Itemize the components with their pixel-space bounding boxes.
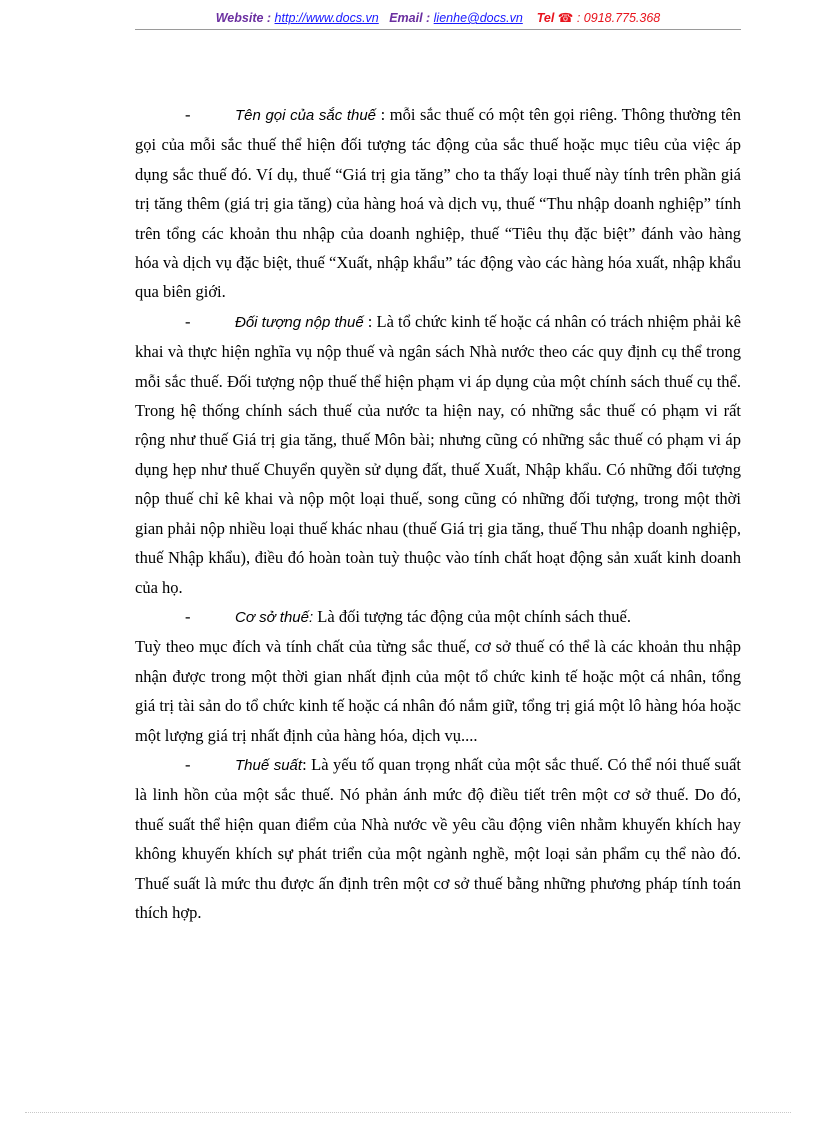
paragraph-thue-suat xyxy=(135,750,741,927)
tel-separator: : xyxy=(573,11,584,25)
paragraph-text: : mỗi sắc thuế có một tên gọi riêng. Thông thường tên gọi của mỗi sắc thuế thể hiện đối tượng tác động của sắc thuế hoặc mục tiêu của việc áp dụng sắc thuế đó. Ví dụ, thuế “Giá trị gia tăng” cho ta thấy loại thuế này tính trên phần giá trị tăng thêm (giá trị gia tăng) của hàng hoá và dịch vụ, thuế “Thu nhập doanh nghiệp” tính trên tổng các khoản thu nhập của doanh nghiệp, thuế “Tiêu thụ đặc biệt” đánh vào hàng hóa và dịch vụ đặc biệt, thuế “Xuất, nhập khẩu” tác động vào các hàng hóa xuất, nhập khẩu qua biên giới. xyxy=(135,105,741,302)
bullet-dash: - xyxy=(185,311,191,331)
tel-number: 0918.775.368 xyxy=(583,11,661,25)
bullet-dash: - xyxy=(185,105,191,124)
term-co-so-thue: Cơ sở thuế: xyxy=(235,608,314,626)
website-label: Website xyxy=(215,11,264,25)
term-thue-suat: Thuế suất xyxy=(235,756,303,774)
page-header xyxy=(135,10,741,25)
paragraph-ten-goi xyxy=(135,100,741,307)
paragraph-text: : Là tổ chức kinh tế hoặc cá nhân có trách nhiệm phải kê khai và thực hiện nghĩa vụ nộp thuế và ngân sách Nhà nước theo các quy định cụ thể trong mỗi sắc thuế. Đối tượng nộp thuế thể hiện phạm vi áp dụng của một chính sách thuế cụ thể. Trong hệ thống chính sách thuế của nước ta hiện nay, có những sắc thuế có phạm vi rất rộng như thuế Giá trị gia tăng, thuế Môn bài; nhưng cũng có những sắc thuế có phạm vi áp dụng hẹp như thuế Chuyển quyền sử dụng đất, thuế Xuất, Nhập khẩu. Có những đối tượng nộp thuế chỉ kê khai và nộp một loại thuế, song cũng có những đối tượng, trong một thời gian phải nộp nhiều loại thuế khác nhau (thuế Giá trị gia tăng, thuế Thu nhập doanh nghiệp, thuế Nhập khẩu), điều đó hoàn toàn tuỳ thuộc vào tính chất hoạt động sản xuất kinh doanh của họ. xyxy=(135,311,741,597)
email-link[interactable]: lienhe@docs.vn xyxy=(433,11,523,25)
website-separator: : xyxy=(263,11,275,25)
paragraph-text: : Là yếu tố quan trọng nhất của một sắc thuế. Có thể nói thuế suất là linh hồn của một sắc thuế. Nó phản ánh mức độ điều tiết trên một cơ sở thuế. Do đó, thuế suất thể hiện quan điểm của Nhà nước về yêu cầu động viên nhằm khuyến khích hay không khuyến khích sự phát triển của một ngành nghề, một loại sản phẩm cụ thể nào đó. Thuế suất là mức thu được ấn định trên một cơ sở thuế bằng những phương pháp tính toán thích hợp. xyxy=(135,754,741,922)
email-label: Email xyxy=(389,11,423,25)
email-separator: : xyxy=(422,11,434,25)
paragraph-text: Tuỳ theo mục đích và tính chất của từng sắc thuế, cơ sở thuế có thể là các khoản thu nhập nhận được trong một thời gian nhất định của một tổ chức kinh tế hoặc một cá nhân, tổng giá trị tài sản do tổ chức kinh tế hoặc cá nhân đó nắm giữ, tổng trị giá một lô hàng hóa hoặc một lượng giá trị nhất định của hàng hóa, dịch vụ.... xyxy=(135,637,741,745)
term-ten-goi: Tên gọi của sắc thuế xyxy=(235,107,377,124)
document-body xyxy=(135,100,741,927)
website-link[interactable]: http://www.docs.vn xyxy=(274,11,379,25)
paragraph-text: Là đối tượng tác động của một chính sách thuế. xyxy=(313,606,631,626)
paragraph-doi-tuong xyxy=(135,307,741,602)
bullet-dash: - xyxy=(185,754,191,774)
bullet-dash: - xyxy=(185,606,191,626)
header-divider xyxy=(135,29,741,30)
term-doi-tuong: Đối tượng nộp thuế xyxy=(235,313,364,331)
footer-divider xyxy=(25,1112,791,1113)
phone-icon: ☎ xyxy=(557,11,574,25)
paragraph-co-so-detail xyxy=(135,632,741,750)
paragraph-co-so-thue xyxy=(135,602,741,632)
tel-label: Tel xyxy=(536,11,555,25)
